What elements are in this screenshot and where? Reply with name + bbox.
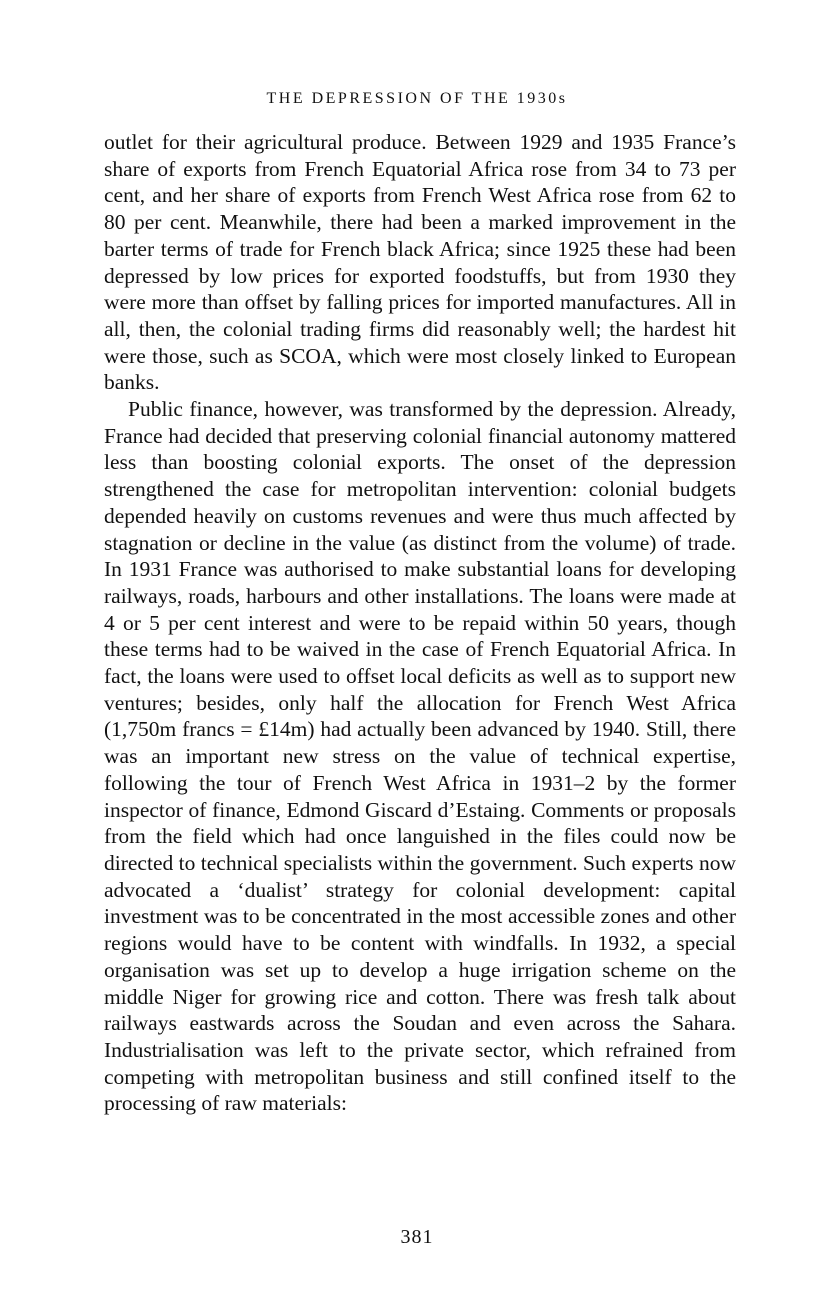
paragraph-continued: outlet for their agricultural produce. Between 1929 and 1935 France’s share of exports from French Equatorial Africa rose from 34 to 73 per cent, and her share of exports from French West Africa rose from 62 to 80 per cent. Meanwhile, there had been a marked improvement in the barter terms of trade for French black Africa; since 1925 these had been depressed by low prices for exported foodstuffs, but from 1930 they were more than offset by falling prices for imported manufactures. All in all, then, the colonial trading firms did reasonably well; the hardest hit were those, such as SCOA, which were most closely linked to European banks. <box>104 130 736 395</box>
paragraph-public-finance: Public finance, however, was transformed by the depression. Already, France had decided that preserving colonial financial autonomy mattered less than boosting colonial exports. The onset of the depression strengthened the case for metropolitan intervention: colonial budgets depended heavily on customs revenues and were thus much affected by stagnation or decline in the value (as distinct from the volume) of trade. In 1931 France was authorised to make substantial loans for developing railways, roads, harbours and other installations. The loans were made at 4 or 5 per cent interest and were to be repaid within 50 years, though these terms had to be waived in the case of French Equatorial Africa. In fact, the loans were used to offset local deficits as well as to support new ventures; besides, only half the allocation for French West Africa (1,750m francs = £14m) had actually been advanced by 1940. Still, there was an important new stress on the value of technical expertise, following the tour of French West Africa in 1931–2 by the former inspector of finance, Edmond Giscard d’Estaing. Comments or proposals from the field which had once languished in the files could now be directed to technical specialists within the government. Such experts now advocated a ‘dualist’ strategy for colonial development: capital investment was to be concentrated in the most accessible zones and other regions would have to be content with windfalls. In 1932, a special organisation was set up to develop a huge irrigation scheme on the middle Niger for growing rice and cotton. There was fresh talk about railways eastwards across the Soudan and even across the Sahara. Industrialisation was left to the private sector, which refrained from competing with metropolitan business and still confined itself to the processing of raw materials: <box>104 397 736 1116</box>
page-number: 381 <box>400 1226 434 1248</box>
body-text <box>104 129 736 1117</box>
running-head: THE DEPRESSION OF THE 1930s <box>266 90 568 107</box>
